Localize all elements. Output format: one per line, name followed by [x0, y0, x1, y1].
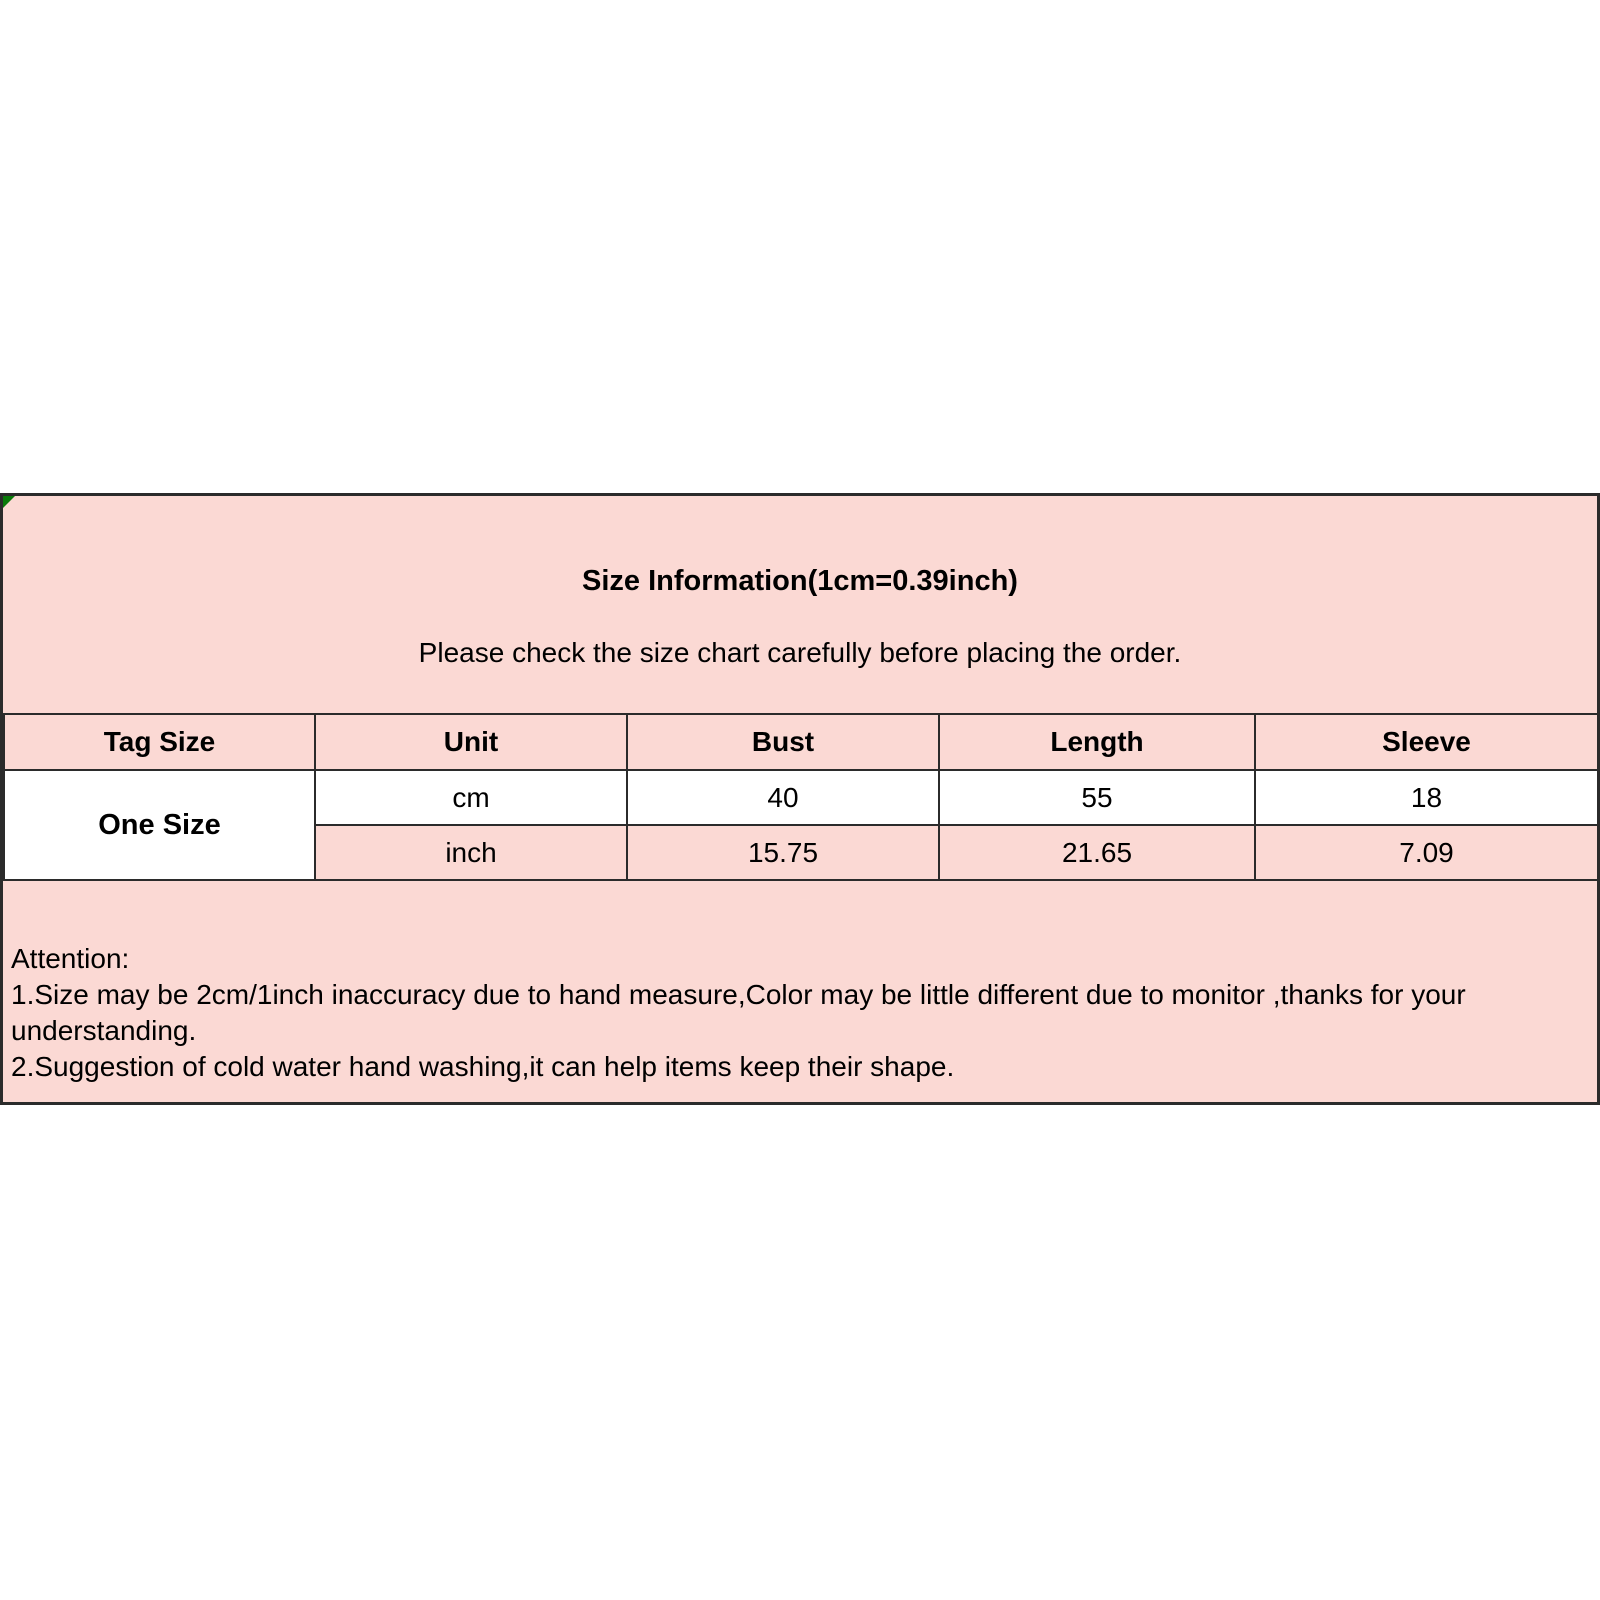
size-table-header-row [4, 714, 1598, 770]
header-length: Length [939, 714, 1255, 770]
header-unit: Unit [315, 714, 627, 770]
size-info-panel [0, 493, 1600, 1105]
attention-line: 2.Suggestion of cold water hand washing,it can help items keep their shape. [11, 1051, 955, 1082]
size-table [3, 713, 1599, 881]
attention-note [11, 941, 1589, 1085]
header-tag-size: Tag Size [4, 714, 315, 770]
cell-sleeve-cm: 18 [1255, 770, 1598, 825]
corner-marker-icon [3, 496, 15, 508]
cell-length-cm: 55 [939, 770, 1255, 825]
cell-bust-cm: 40 [627, 770, 939, 825]
attention-line: 1.Size may be 2cm/1inch inaccuracy due to hand measure,Color may be little different due to monitor ,thanks for your [11, 979, 1466, 1010]
size-chart-notice: Please check the size chart carefully before placing the order. [418, 637, 1182, 668]
cell-length-inch: 21.65 [939, 825, 1255, 880]
cell-sleeve-inch: 7.09 [1255, 825, 1598, 880]
table-row-cm [4, 770, 1598, 825]
cell-tag-size: One Size [4, 770, 315, 880]
cell-bust-inch: 15.75 [627, 825, 939, 880]
header-bust: Bust [627, 714, 939, 770]
cell-unit-cm: cm [315, 770, 627, 825]
cell-unit-inch: inch [315, 825, 627, 880]
size-info-title: Size Information(1cm=0.39inch) [582, 565, 1018, 597]
header-sleeve: Sleeve [1255, 714, 1598, 770]
attention-heading: Attention: [11, 943, 130, 974]
attention-line: understanding. [11, 1015, 197, 1046]
